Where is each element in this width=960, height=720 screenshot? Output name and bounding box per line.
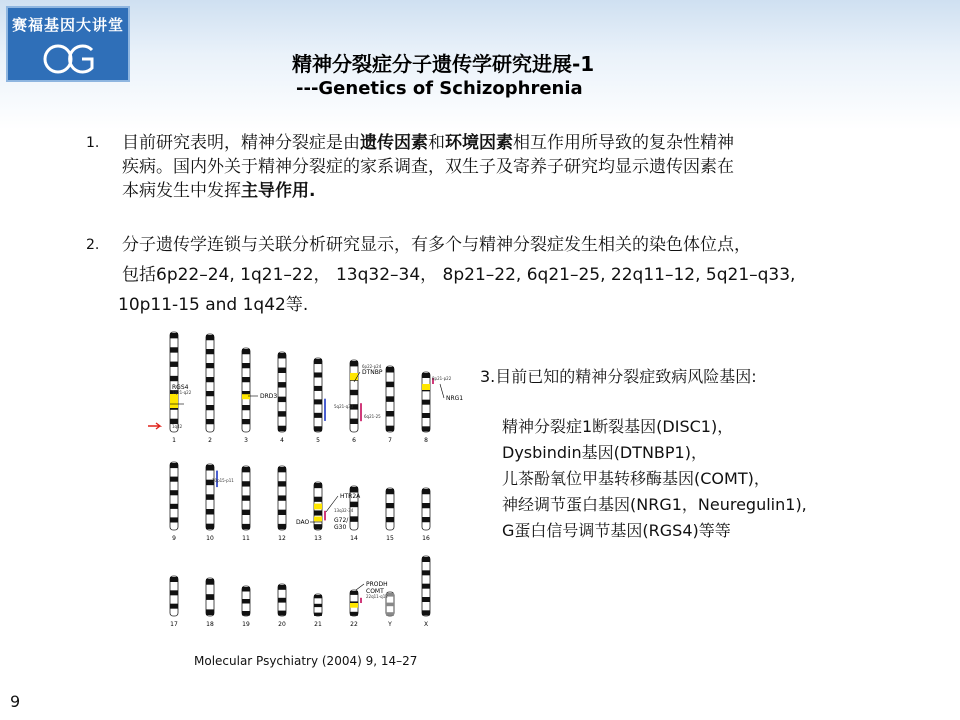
text: . <box>309 181 316 201</box>
chromosome-number: Y <box>388 621 392 628</box>
chromosome-number: 12 <box>278 535 286 542</box>
chromosome-number: 4 <box>280 437 284 444</box>
locus-label: 13q32-34 <box>334 508 354 513</box>
chromosome-6 <box>350 360 362 444</box>
chromosome-9 <box>170 462 178 542</box>
chromosome-number: 18 <box>206 621 214 628</box>
gene-item: 儿茶酚氧位甲基转移酶基因(COMT)， <box>502 469 770 488</box>
text: 本病发生中发挥 <box>122 181 241 201</box>
locus-label: 1q42 <box>172 424 183 429</box>
gene-label-g72: G72/ <box>334 517 349 524</box>
chromosome-19 <box>242 586 250 628</box>
chromosome-22 <box>350 590 362 628</box>
chromosome-8 <box>422 372 434 444</box>
chromosome-number: 10 <box>206 535 214 542</box>
logo <box>6 6 130 82</box>
gene-label-g30: G30 <box>334 524 347 531</box>
chromosome-X <box>422 556 430 628</box>
page-number: 9 <box>10 692 21 711</box>
gene-list <box>502 414 807 544</box>
text: 和 <box>428 133 445 153</box>
chromosome-number: 16 <box>422 535 430 542</box>
bold-text: 环境因素 <box>445 133 513 153</box>
chromosome-2 <box>206 334 214 444</box>
chromosome-20 <box>278 584 286 628</box>
chromosome-number: 13 <box>314 535 322 542</box>
chromosome-12 <box>278 466 286 542</box>
chromosome-number: 11 <box>242 535 250 542</box>
locus-label: 22q11-q12 <box>366 594 388 599</box>
text-line: 包括6p22–24, 1q21–22， 13q32–34， 8p21–22, 6q21–25, 22q11–12, 5q21–q33, <box>122 265 796 285</box>
gene-label-prodh: PRODH <box>366 581 388 588</box>
chromosome-number: 17 <box>170 621 178 628</box>
gene-label-comt: COMT <box>366 588 384 595</box>
chromosome-7 <box>386 366 394 444</box>
bold-text: 主导作用 <box>241 181 309 201</box>
chromosome-10 <box>206 464 218 542</box>
locus-label: 8p21-p22 <box>432 376 452 381</box>
bold-text: 遗传因素 <box>360 133 428 153</box>
chromosome-number: 21 <box>314 621 322 628</box>
text-line: 疾病。国内外关于精神分裂症的家系调查，双生子及寄养子研究均显示遗传因素在 <box>122 157 734 177</box>
text: 目前研究表明，精神分裂症是由 <box>122 133 360 153</box>
section3-heading: 3.目前已知的精神分裂症致病风险基因: <box>480 367 757 386</box>
logo-text: 赛福基因大讲堂 <box>11 16 124 34</box>
chromosome-number: 8 <box>424 437 428 444</box>
chromosome-16 <box>422 488 430 542</box>
chromosome-number: 3 <box>244 437 248 444</box>
locus-label: 1q21-q22 <box>172 390 192 395</box>
slide-title: 精神分裂症分子遗传学研究进展-1 <box>292 52 595 76</box>
slide-subtitle: ---Genetics of Schizophrenia <box>296 78 583 99</box>
red-arrow-icon <box>148 423 160 429</box>
chromosome-number: 20 <box>278 621 286 628</box>
gene-label-dao: DAO <box>296 519 310 526</box>
chromosome-15 <box>386 488 394 542</box>
locus-label: 6p22-p24 <box>362 364 382 369</box>
chromosome-5 <box>314 358 326 444</box>
chromosome-number: 14 <box>350 535 358 542</box>
gene-label-dtnbp: DTNBP <box>362 369 383 376</box>
gene-label-drd3: DRD3 <box>260 393 278 400</box>
chromosome-21 <box>314 594 322 628</box>
chromosome-13 <box>314 482 326 542</box>
chromosomes <box>170 332 434 628</box>
text-line: 10p11-15 and 1q42等. <box>118 295 309 315</box>
chromosome-number: X <box>423 621 429 628</box>
chromosome-number: 9 <box>172 535 176 542</box>
text: 相互作用所导致的复杂性精神 <box>513 133 734 153</box>
chromosome-number: 7 <box>388 437 392 444</box>
gene-item: G蛋白信号调节基因(RGS4)等等 <box>502 521 731 540</box>
figure-caption: Molecular Psychiatry (2004) 9, 14–27 <box>194 654 418 668</box>
gene-label-htr2a: HTR2A <box>340 493 361 500</box>
chromosome-11 <box>242 466 250 542</box>
gene-item: 神经调节蛋白基因(NRG1，Neuregulin1), <box>502 495 807 514</box>
item-number: 1. <box>86 135 100 151</box>
gene-item: Dysbindin基因(DTNBP1)， <box>502 443 707 462</box>
gene-label-rgs4: RGS4 <box>172 384 189 391</box>
locus-label: 10p15-p11 <box>212 478 234 483</box>
chromosome-number: 5 <box>316 437 320 444</box>
cg-logo-icon <box>40 42 100 76</box>
gene-label-nrg1: NRG1 <box>446 395 464 402</box>
locus-label: 6q21-25 <box>364 414 381 419</box>
chromosome-number: 1 <box>172 437 176 444</box>
chromosome-number: 22 <box>350 621 358 628</box>
chromosome-number: 6 <box>352 437 356 444</box>
chromosome-18 <box>206 578 214 628</box>
chromosome-4 <box>278 352 286 444</box>
item-number: 2. <box>86 237 100 253</box>
gene-item: 精神分裂症1断裂基因(DISC1)， <box>502 417 734 436</box>
text-line: 分子遗传学连锁与关联分析研究显示，有多个与精神分裂症发生相关的染色体位点， <box>122 235 751 255</box>
chromosome-number: 2 <box>208 437 212 444</box>
chromosome-number: 19 <box>242 621 250 628</box>
chromosome-17 <box>170 576 178 628</box>
chromosome-number: 15 <box>386 535 394 542</box>
chromosome-ideogram <box>140 322 464 646</box>
locus-label: 5q21-q33 <box>334 404 354 409</box>
